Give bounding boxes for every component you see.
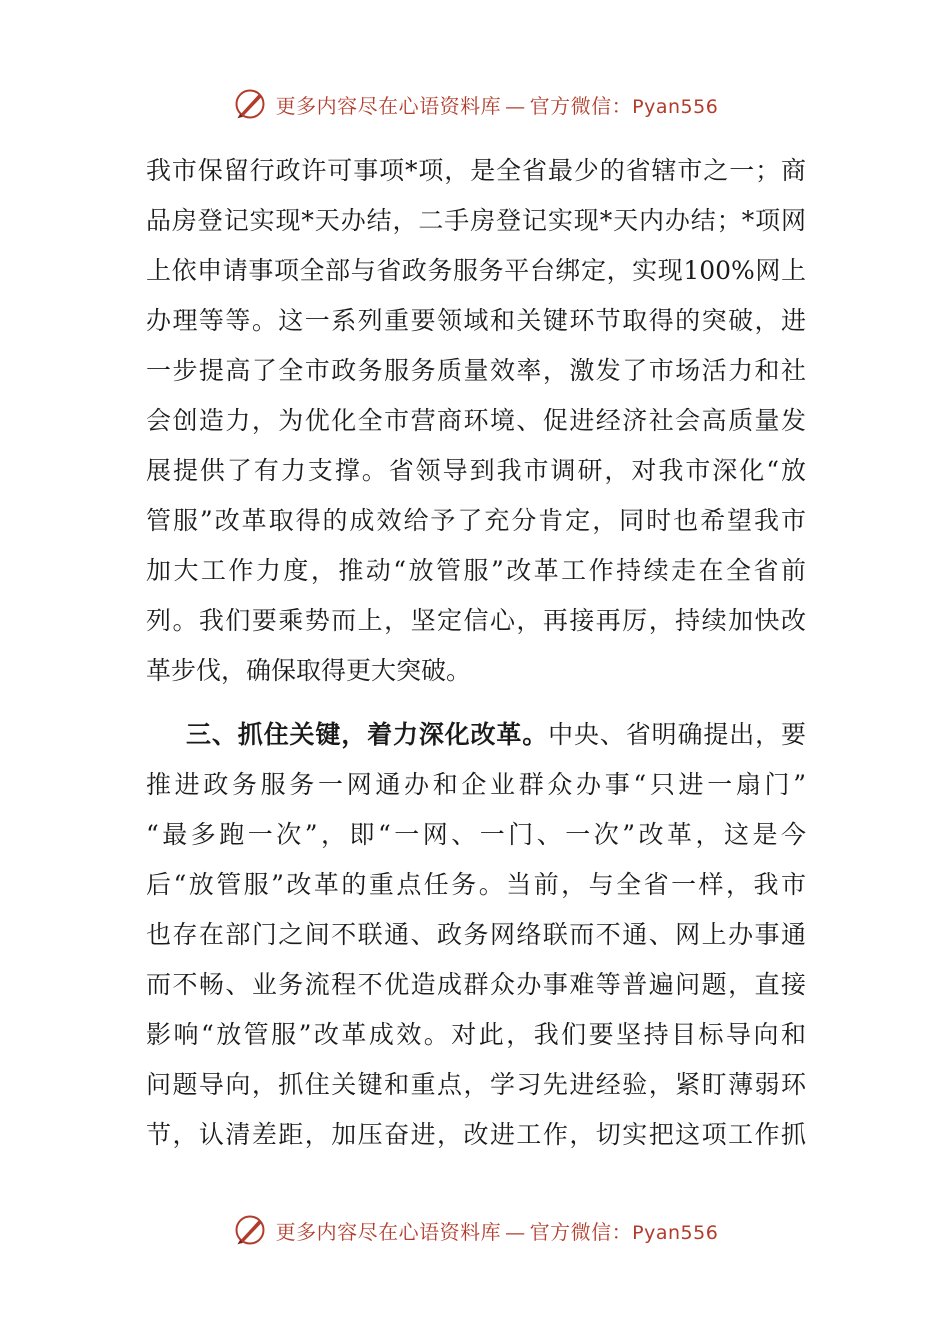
watermark-site: 更多内容尽在心语资料库 xyxy=(275,93,502,118)
paragraph-line: 问题导向，抓住关键和重点，学习先进经验，紧盯薄弱环 xyxy=(146,1070,806,1099)
paragraph-line: 品房登记实现*天办结，二手房登记实现*天内办结；*项网 xyxy=(146,206,806,235)
paragraph-line: 而不畅、业务流程不优造成群众办事难等普遍问题，直接 xyxy=(146,970,806,999)
watermark-separator: — xyxy=(505,1219,526,1244)
paragraph-line: 影响“放管服”改革成效。对此，我们要坚持目标导向和 xyxy=(146,1020,806,1049)
paragraph-2 xyxy=(146,710,806,1160)
paragraph-gap xyxy=(146,696,806,710)
paragraph-line: 列。我们要乘势而上，坚定信心，再接再厉，持续加快改 xyxy=(146,606,806,635)
watermark-wechat-id: Pyan556 xyxy=(632,95,719,118)
paragraph-line: 管服”改革取得的成效给予了充分肯定，同时也希望我市 xyxy=(146,506,806,535)
document-body xyxy=(146,146,806,1160)
paragraph-line: 后“放管服”改革的重点任务。当前，与全省一样，我市 xyxy=(146,870,806,899)
paragraph-1 xyxy=(146,146,806,696)
quill-pen-seal-icon xyxy=(232,1212,268,1248)
footer-watermark xyxy=(0,1208,950,1252)
paragraph-line: 会创造力，为优化全市营商环境、促进经济社会高质量发 xyxy=(146,406,806,435)
watermark-contact-label: 官方微信： xyxy=(529,1219,633,1244)
paragraph-line: 节，认清差距，加压奋进，改进工作，切实把这项工作抓 xyxy=(146,1120,806,1149)
heading-continuation: 中央、省明确提出，要 xyxy=(548,720,806,749)
paragraph-line: 我市保留行政许可事项*项，是全省最少的省辖市之一；商 xyxy=(146,156,806,185)
header-watermark xyxy=(0,82,950,126)
paragraph-line: 办理等等。这一系列重要领域和关键环节取得的突破，进 xyxy=(146,306,806,335)
watermark-site: 更多内容尽在心语资料库 xyxy=(275,1219,502,1244)
paragraph-first-line xyxy=(146,710,806,760)
paragraph-line: 推进政务服务一网通办和企业群众办事“只进一扇门” xyxy=(146,770,806,799)
watermark-text xyxy=(276,90,719,119)
watermark-wechat-id: Pyan556 xyxy=(632,1221,719,1244)
paragraph-line: 上依申请事项全部与省政务服务平台绑定，实现100%网上 xyxy=(146,256,806,285)
paragraph-line: “最多跑一次”，即“一网、一门、一次”改革，这是今 xyxy=(146,820,806,849)
paragraph-line: 加大工作力度，推动“放管服”改革工作持续走在全省前 xyxy=(146,556,806,585)
section-heading: 三、抓住关键，着力深化改革。 xyxy=(186,720,549,749)
watermark-contact-label: 官方微信： xyxy=(529,93,633,118)
watermark-text xyxy=(276,1216,719,1245)
paragraph-line: 革步伐，确保取得更大突破。 xyxy=(146,656,472,685)
quill-pen-seal-icon xyxy=(232,86,268,122)
paragraph-line: 也存在部门之间不联通、政务网络联而不通、网上办事通 xyxy=(146,920,806,949)
watermark-separator: — xyxy=(505,93,526,118)
paragraph-line: 展提供了有力支撑。省领导到我市调研，对我市深化“放 xyxy=(146,456,806,485)
paragraph-line: 一步提高了全市政务服务质量效率，激发了市场活力和社 xyxy=(146,356,806,385)
